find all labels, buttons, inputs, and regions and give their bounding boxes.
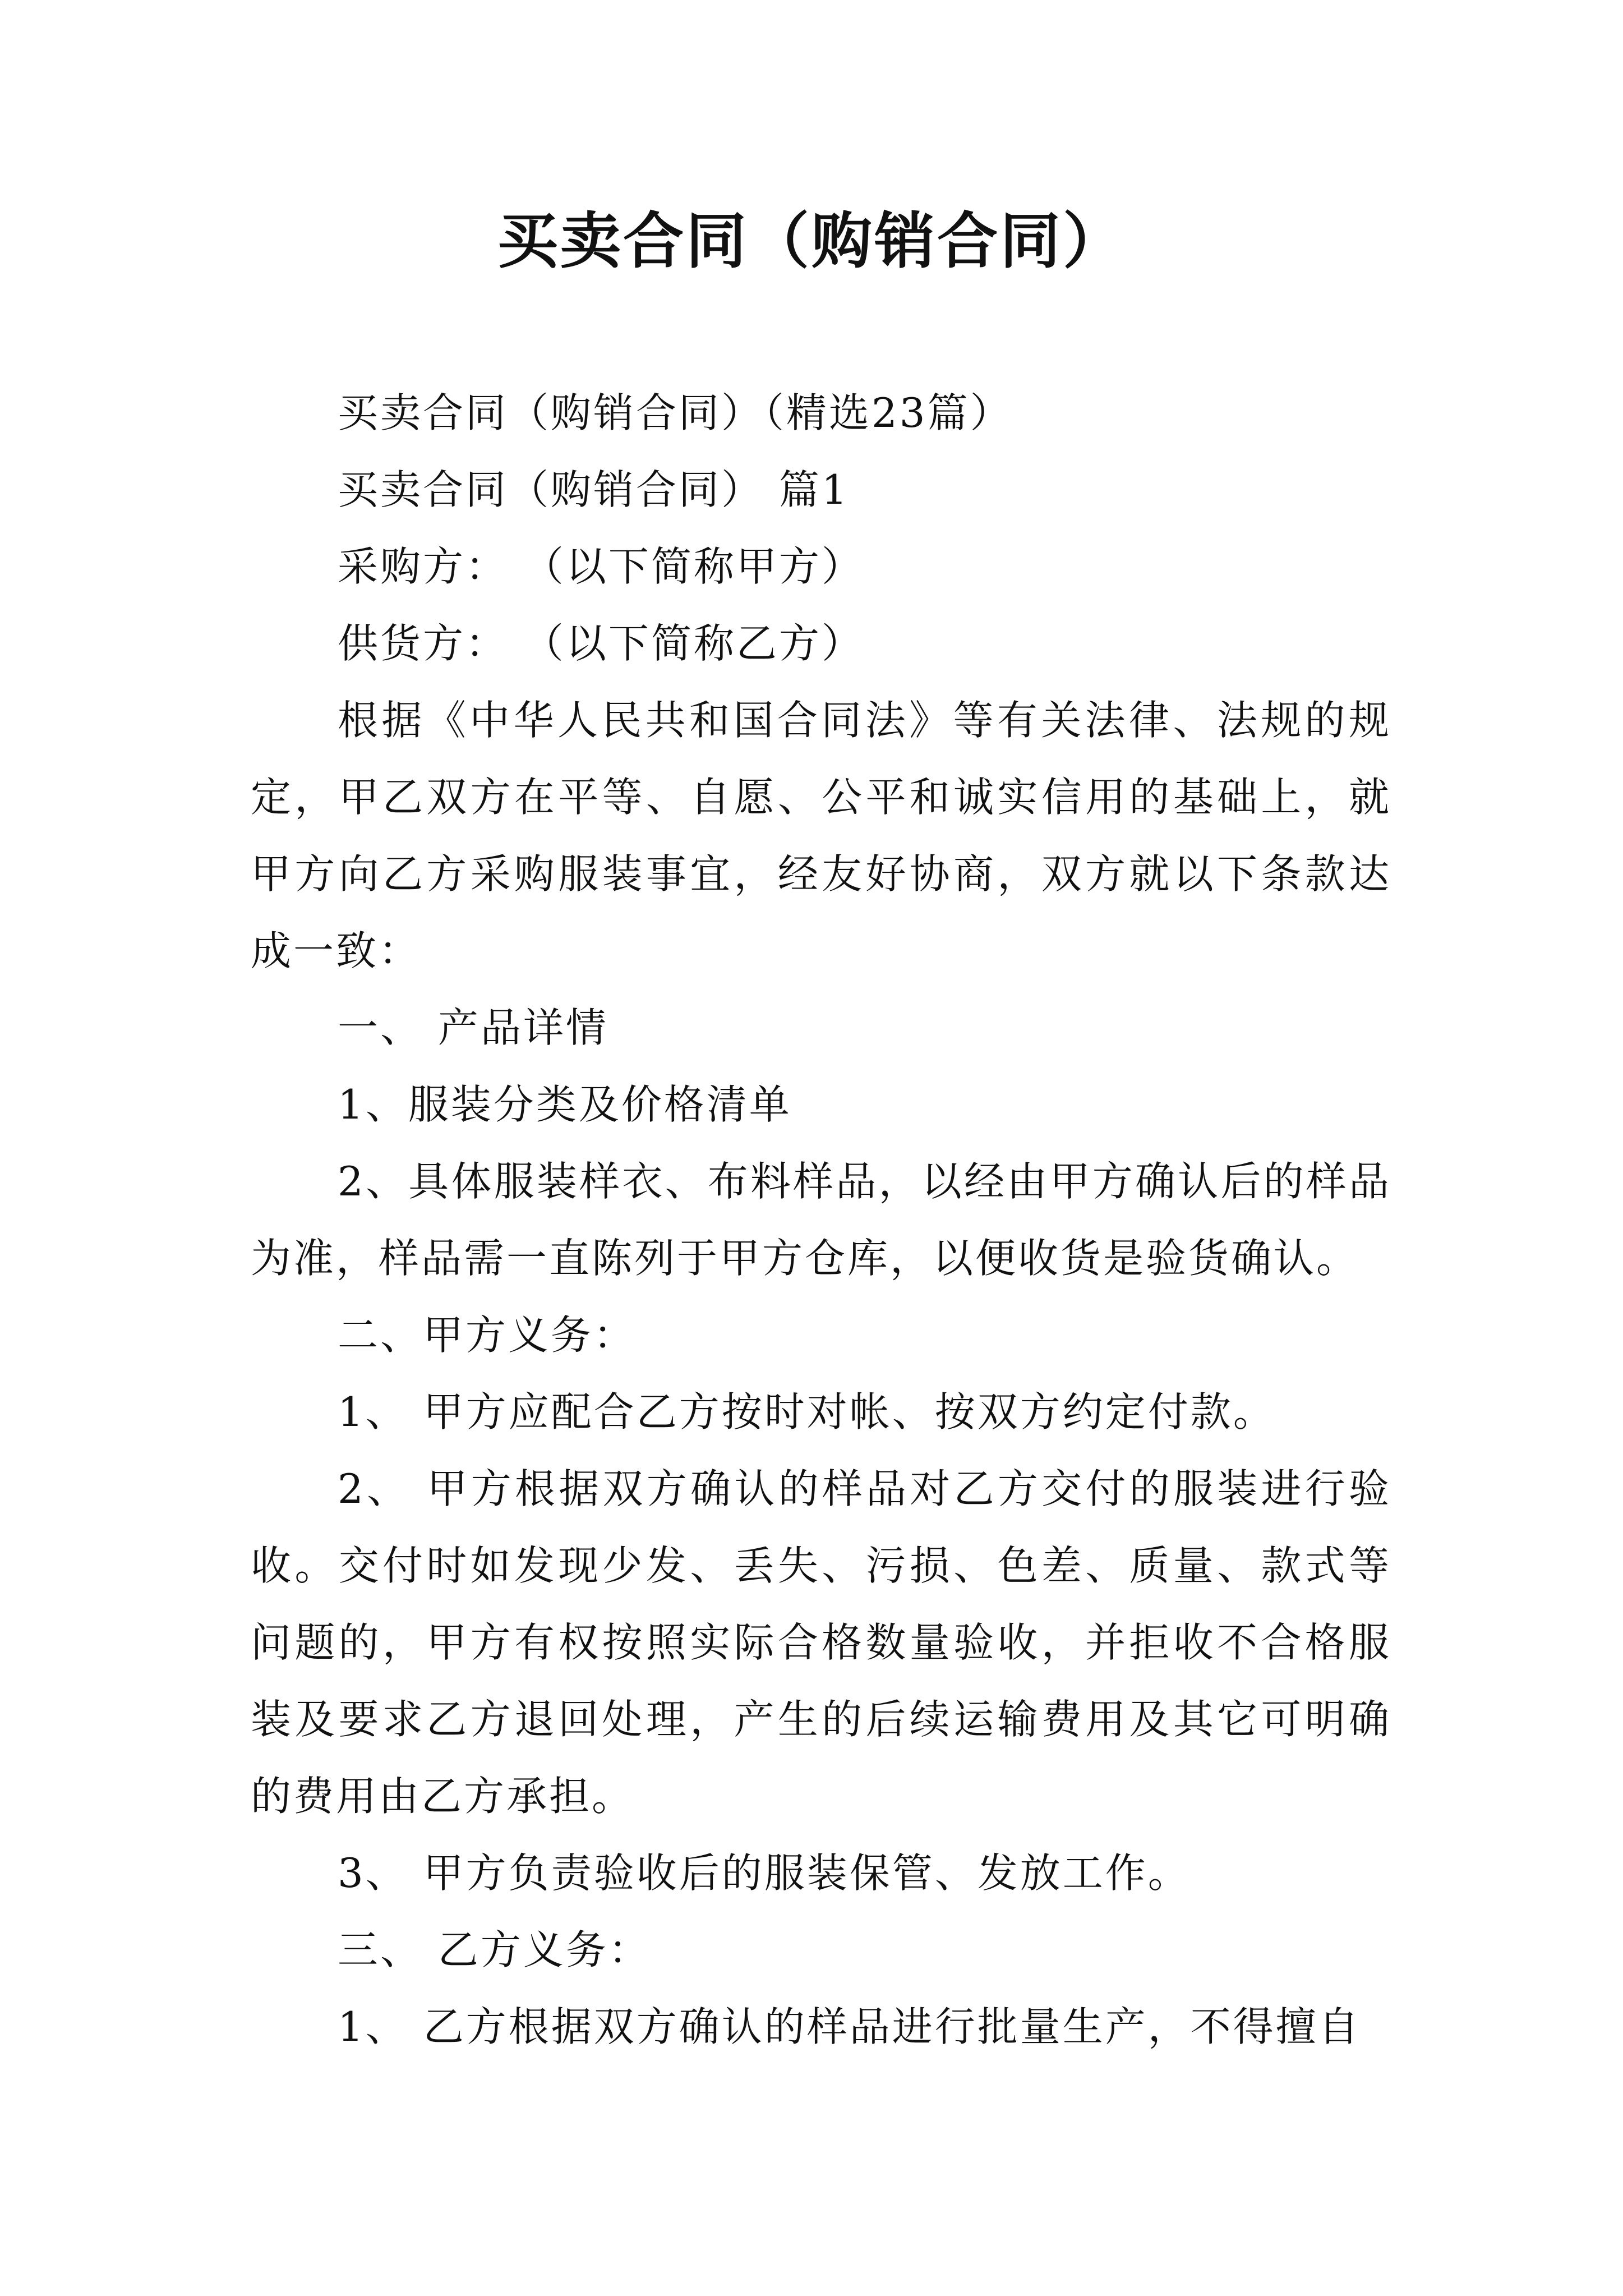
paragraph-article-2-item-2: 2、 甲方根据双方确认的样品对乙方交付的服装进行验收。交付时如发现少发、丢失、污损、色差、质量、款式等问题的，甲方有权按照实际合格数量验收，并拒收不合格服装及要求乙方退回处理，产生的后续运输费用及其它可明确的费用由乙方承担。 <box>251 1465 1391 1820</box>
paragraph-preamble: 根据《中华人民共和国合同法》等有关法律、法规的规定，甲乙双方在平等、自愿、公平和诚实信用的基础上，就甲方向乙方采购服装事宜，经友好协商，双方就以下条款达成一致： <box>251 697 1391 974</box>
paragraph-supplier: 供货方： （以下简称乙方） <box>338 620 864 667</box>
paragraph-article-2-heading: 二、甲方义务： <box>338 1312 637 1359</box>
document-title: 买卖合同（购销合同） <box>497 206 1126 277</box>
paragraph-article-3-heading: 三、 乙方义务： <box>338 1926 651 1973</box>
paragraph-article-1-item-1: 1、服装分类及价格清单 <box>338 1081 792 1128</box>
paragraph-buyer: 采购方： （以下简称甲方） <box>338 543 864 590</box>
paragraph-article-2-item-1: 1、 甲方应配合乙方按时对帐、按双方约定付款。 <box>338 1388 1276 1435</box>
paragraph-article-1-heading: 一、 产品详情 <box>338 1004 608 1051</box>
paragraph-section-heading: 买卖合同（购销合同） 篇1 <box>338 466 850 513</box>
paragraph-article-1-item-2: 2、具体服装样衣、布料样品，以经由甲方确认后的样品为准，样品需一直陈列于甲方仓库，以便收货是验货确认。 <box>251 1158 1391 1282</box>
paragraph-article-3-item-1: 1、 乙方根据双方确认的样品进行批量生产，不得擅自 <box>338 2003 1361 2050</box>
document-body <box>251 375 1391 2065</box>
paragraph-subtitle: 买卖合同（购销合同）（精选23篇） <box>338 389 1013 436</box>
paragraph-article-2-item-3: 3、 甲方负责验收后的服装保管、发放工作。 <box>338 1849 1191 1897</box>
